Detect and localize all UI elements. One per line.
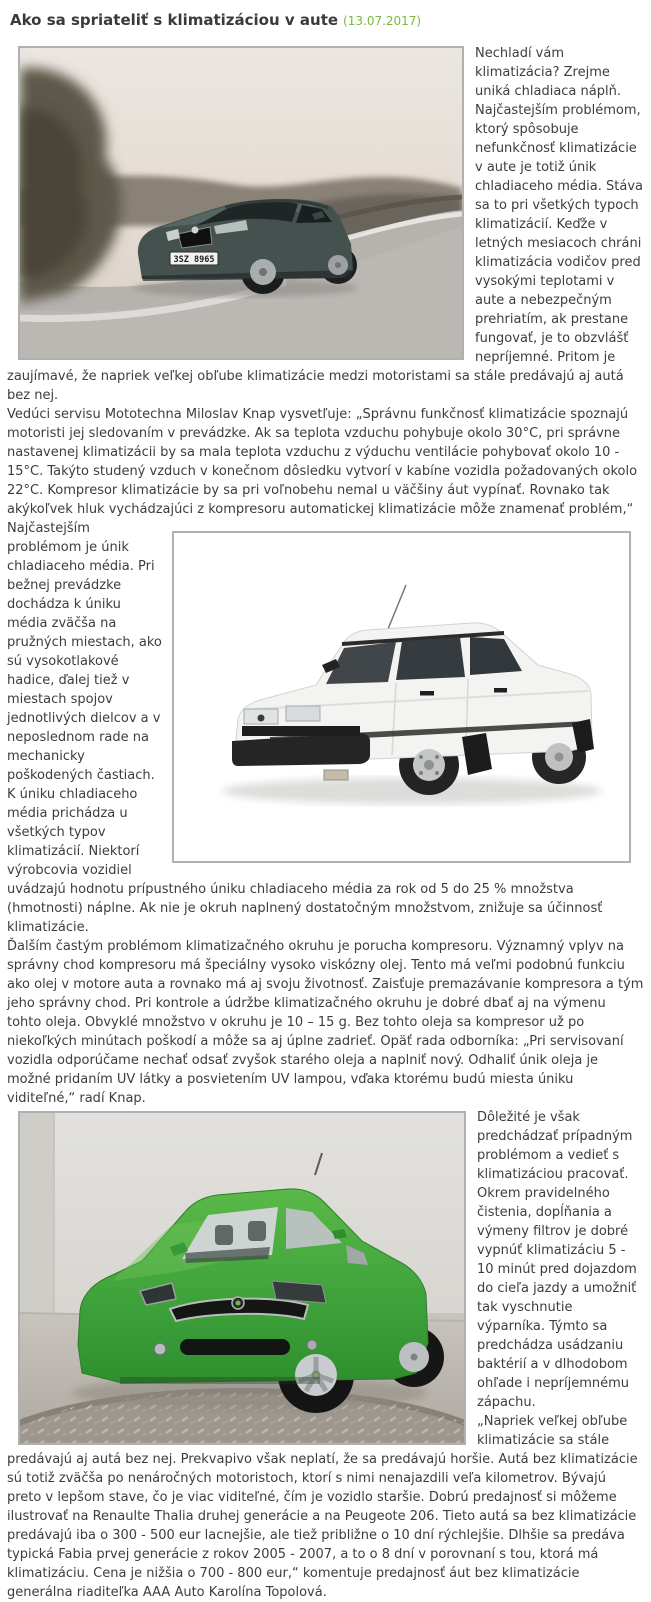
skoda-octavia-road-photo [18, 46, 464, 360]
license-plate-text: 3SZ 8965 [173, 255, 215, 265]
paragraph-4 [7, 937, 644, 1108]
paragraph-4-text: Ďalším častým problémom klimatizačného okruhu je porucha kompresoru. Významný vplyv na správny chod kompresoru má špeciálny vysoko viskózny olej. Tento má veľmi podobnú funkciu ako olej v motore auta a rovnako má aj svoju životnosť. Zaisťuje premazávanie kompresora a tým jeho správny chod. Pri kontrole a údržbe klimatizačného okruhu je dobré dbať aj na výmenu tohto oleja. Obvyklé množstvo v okruhu je 10 – 15 g. Bez tohto oleja sa kompresor už po niekoľkých minútach poškodí a môže sa aj úplne zadrieť. Opäť rada odborníka: „Pri servisovaní vozidla odporúčame nechať odsať zvyšok starého oleja a naplniť nový. Odhaliť únik oleja je možné pridaním UV látky a posvietením UV lampou, vďaka ktorému budú miesta úniku viditeľné,“ radí Knap. [7, 939, 644, 1106]
favorit-illustration [174, 533, 629, 861]
article-body [7, 44, 644, 1602]
title-row [10, 10, 644, 29]
skoda-favorit-photo [172, 531, 631, 863]
octavia-illustration [20, 48, 462, 358]
paragraph-6-text: „Napriek veľkej obľube klimatizácie sa stále predávajú aj autá bez nej. Prekvapivo však neplatí, že sa predávajú horšie. Autá bez klimatizácie sú totiž zväčša po nenáročných motoristoch, ktorí s nimi nenajazdili veľa kilometrov. Bývajú preto v lepšom stave, čo je viac viditeľné, čím je vozidlo staršie. Dobrú predajnosť si môžeme ilustrovať na Renaulte Thalia druhej generácie a na Peugeote 206. Tieto autá sa bez klimatizácie predávajú iba o 300 - 500 eur lacnejšie, ale tiež približne o 10 dní rýchlejšie. Dlhšie sa predáva typická Fabia prvej generácie z rokov 2005 - 2007, a to o 8 dní v porovnaní s tou, ktorá má klimatizáciu. Cena je nižšia o 700 - 800 eur,“ komentuje predajnosť áut bez klimatizácie generálna riaditeľka AAA Auto Karolína Topolová. [7, 1414, 638, 1600]
skoda-fabia-studio-photo [18, 1111, 466, 1445]
paragraph-2 [7, 405, 644, 519]
page-title: Ako sa spriateliť s klimatizáciou v aute [10, 11, 339, 29]
fabia-illustration [20, 1113, 464, 1443]
paragraph-2-text: Vedúci servisu Mototechna Miloslav Knap vysvetľuje: „Správnu funkčnosť klimatizácie spoznajú motoristi jej sledovaním v prevádzke. Ak sa teplota vzduchu pohybuje okolo 30°C, pri správne nastavenej klimatizácii by sa mala teplota vzduchu z výduchu ventilácie pohybovať okolo 10 - 15°C. Takýto studený vzduch v konečnom dôsledku vytvorí v kabíne vozidla požadovaných okolo 22°C. Kompresor klimatizácie by sa pri voľnobehu nemal u väčšiny áut vypínať. Rovnako tak akýkoľvek hluk vychádzajúci z kompresoru automatickej klimatizácie môže znamenať problém,“ [7, 407, 638, 517]
license-plate [170, 252, 218, 265]
article-date: (13.07.2017) [343, 14, 422, 28]
paragraph-3-text: Najčastejším problémom je únik chladiaceho média. Pri bežnej prevádzke dochádza k úniku média zväčša na pružných miestach, ako sú vysokotlakové hadice, ďalej tiež v miestach spojov jednotlivých dielcov a v neposlednom rade na mechanicky poškodených častiach. K úniku chladiaceho média prichádza u všetkých typov klimatizácií. Niektorí výrobcovia vozidiel uvádzajú hodnotu prípustného úniku chladiaceho média za rok od 5 do 25 % množstva (hmotnosti) náplne. Ak nie je okruh naplnený dostatočným množstvom, znižuje sa účinnosť klimatizácie. [7, 521, 603, 935]
paragraph-1-text: Nechladí vám klimatizácia? Zrejme uniká chladiaca náplň. Najčastejším problémom, ktorý spôsobuje nefunkčnosť klimatizácie v aute je totiž únik chladiaceho média. Stáva sa to pri všetkých typoch klimatizácií. Keďže v letných mesiacoch chráni klimatizácia vodičov pred vysokými teplotami v aute a nebezpečným prehriatím, ak prestane fungovať, je to obzvlášť nepríjemné. Pritom je zaujímavé, že napriek veľkej obľube klimatizácie medzi motoristami sa stále predávajú aj autá bez nej. [7, 46, 643, 403]
paragraph-5-text: Dôležité je však predchádzať prípadným problémom a vedieť s klimatizáciou pracovať. Okrem pravidelného čistenia, dopĺňania a výmeny filtrov je dobré vypnúť klimatizáciu 5 - 10 minút pred dojazdom do cieľa jazdy a umožniť tak vyschnutie výparníka. Týmto sa predchádza usádzaniu baktérií a v dlhodobom ohľade i nepríjemnému zápachu. [477, 1110, 637, 1410]
